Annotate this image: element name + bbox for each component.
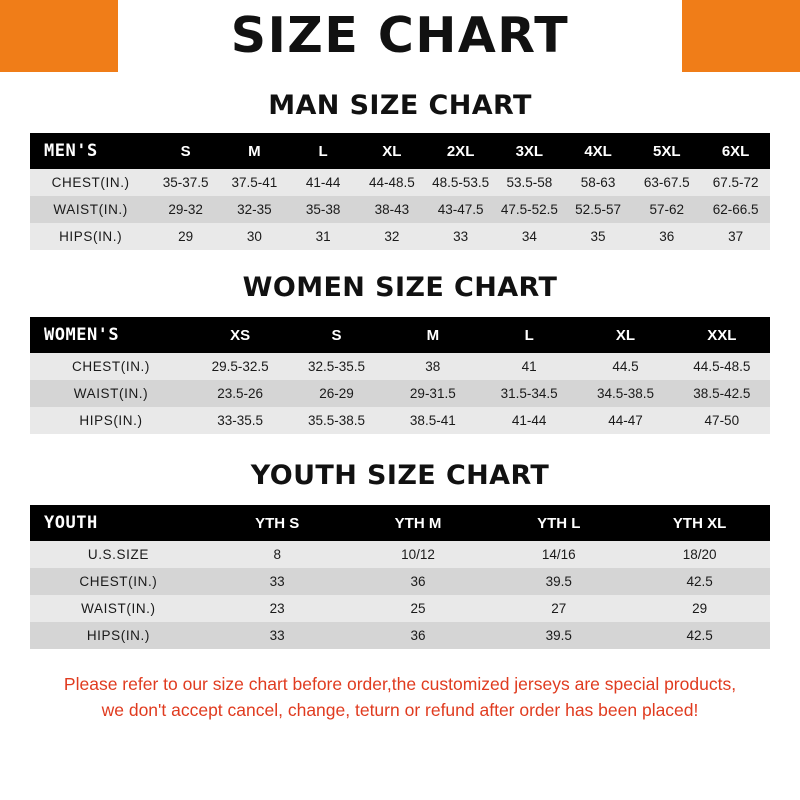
man-row-0-cell-6: 58-63 (580, 175, 616, 190)
youth-row-1-label: CHEST(IN.) (79, 574, 158, 589)
women-row-2-cell-2: 38.5-41 (409, 413, 456, 428)
women-row-0-cell-5: 44.5-48.5 (693, 359, 751, 374)
youth-table-body (30, 541, 770, 649)
table-header-row (30, 317, 770, 353)
man-row-1-cell-4: 43-47.5 (437, 202, 484, 217)
man-header-cell-5: 2XL (446, 142, 475, 160)
women-header-cell-5: XL (615, 326, 636, 344)
youth-row-1-cell-3: 42.5 (686, 574, 713, 589)
man-section-title: MAN SIZE CHART (268, 90, 532, 121)
table-row (30, 169, 770, 196)
youth-row-1-cell-2: 39.5 (545, 574, 572, 589)
banner-right-block (682, 0, 800, 72)
youth-row-2-cell-3: 29 (692, 601, 708, 616)
women-table-wrap (30, 317, 770, 434)
women-row-2-label: HIPS(IN.) (79, 413, 143, 428)
man-row-0-cell-3: 44-48.5 (368, 175, 415, 190)
man-table-wrap (30, 133, 770, 250)
youth-header-cell-2: YTH M (394, 514, 442, 532)
women-header-cell-6: XXL (707, 326, 737, 344)
women-row-0-cell-4: 44.5 (612, 359, 639, 374)
women-size-table (30, 317, 770, 434)
women-table-body (30, 353, 770, 434)
man-header-cell-8: 5XL (653, 142, 681, 160)
man-row-2-cell-4: 33 (453, 229, 469, 244)
youth-row-0-cell-1: 10/12 (401, 547, 435, 562)
youth-row-3-cell-3: 42.5 (686, 628, 713, 643)
man-header-cell-4: XL (382, 142, 402, 160)
table-row (30, 223, 770, 250)
man-row-0-cell-4: 48.5-53.5 (432, 175, 490, 190)
women-row-0-cell-3: 41 (521, 359, 537, 374)
man-row-1-cell-7: 57-62 (649, 202, 685, 217)
women-header-cell-4: L (524, 326, 534, 344)
youth-row-2-cell-2: 27 (551, 601, 567, 616)
women-header-cell-1: XS (230, 326, 251, 344)
man-row-1-cell-5: 47.5-52.5 (500, 202, 558, 217)
man-row-2-cell-2: 31 (315, 229, 331, 244)
women-row-1-cell-1: 26-29 (319, 386, 354, 401)
table-row (30, 622, 770, 649)
table-row (30, 541, 770, 568)
women-row-0-cell-0: 29.5-32.5 (211, 359, 269, 374)
youth-row-0-cell-0: 8 (273, 547, 281, 562)
youth-row-1-cell-1: 36 (410, 574, 426, 589)
man-header-cell-2: M (248, 142, 261, 160)
note-line-2: we don't accept cancel, change, teturn or refund after order has been placed! (101, 700, 699, 720)
man-header-cell-6: 3XL (515, 142, 544, 160)
man-header-cell-9: 6XL (721, 142, 750, 160)
man-row-2-cell-5: 34 (521, 229, 537, 244)
youth-row-2-label: WAIST(IN.) (81, 601, 156, 616)
women-header-cell-0: WOMEN'S (44, 325, 120, 345)
table-row (30, 568, 770, 595)
women-row-1-cell-3: 31.5-34.5 (500, 386, 558, 401)
youth-section-title: YOUTH SIZE CHART (250, 460, 550, 491)
women-row-2-cell-4: 44-47 (608, 413, 643, 428)
man-row-1-label: WAIST(IN.) (53, 202, 128, 217)
table-row (30, 380, 770, 407)
header-banner (0, 0, 800, 72)
man-header-cell-3: L (318, 142, 328, 160)
youth-row-0-label: U.S.SIZE (87, 547, 149, 562)
women-row-0-label: CHEST(IN.) (72, 359, 150, 374)
youth-row-0-cell-3: 18/20 (682, 547, 717, 562)
man-table-body (30, 169, 770, 250)
man-row-0-cell-1: 37.5-41 (231, 175, 278, 190)
youth-header-cell-4: YTH XL (672, 514, 727, 532)
women-header-cell-3: M (426, 326, 440, 344)
women-row-1-cell-5: 38.5-42.5 (693, 386, 751, 401)
man-table-head (30, 133, 770, 169)
youth-row-2-cell-0: 23 (269, 601, 285, 616)
youth-table-wrap (30, 505, 770, 649)
man-row-0-cell-7: 63-67.5 (643, 175, 690, 190)
table-header-row (30, 133, 770, 169)
youth-row-3-cell-0: 33 (269, 628, 285, 643)
man-row-2-cell-7: 36 (659, 229, 675, 244)
man-header-cell-0: MEN'S (44, 141, 98, 161)
man-row-2-label: HIPS(IN.) (59, 229, 123, 244)
women-table-head (30, 317, 770, 353)
man-row-2-cell-8: 37 (728, 229, 744, 244)
man-header-cell-7: 4XL (584, 142, 612, 160)
youth-row-2-cell-1: 25 (410, 601, 426, 616)
women-row-1-cell-2: 29-31.5 (409, 386, 456, 401)
table-row (30, 353, 770, 380)
youth-header-cell-1: YTH S (255, 514, 300, 532)
man-row-0-cell-2: 41-44 (305, 175, 341, 190)
table-header-row (30, 505, 770, 541)
man-row-1-cell-2: 35-38 (305, 202, 341, 217)
man-row-0-cell-5: 53.5-58 (506, 175, 553, 190)
women-row-2-cell-0: 33-35.5 (217, 413, 264, 428)
man-row-2-cell-6: 35 (590, 229, 606, 244)
women-row-1-cell-0: 23.5-26 (217, 386, 264, 401)
women-row-1-label: WAIST(IN.) (73, 386, 149, 401)
youth-size-table (30, 505, 770, 649)
man-row-0-label: CHEST(IN.) (51, 175, 130, 190)
table-row (30, 196, 770, 223)
women-row-2-cell-1: 35.5-38.5 (307, 413, 366, 428)
man-row-1-cell-1: 32-35 (237, 202, 272, 217)
youth-header-cell-0: YOUTH (44, 513, 98, 533)
table-row (30, 595, 770, 622)
man-row-2-cell-0: 29 (178, 229, 194, 244)
youth-row-3-cell-2: 39.5 (545, 628, 572, 643)
youth-row-3-cell-1: 36 (410, 628, 426, 643)
youth-row-0-cell-2: 14/16 (541, 547, 576, 562)
women-section-title: WOMEN SIZE CHART (242, 272, 558, 303)
man-size-table (30, 133, 770, 250)
man-row-1-cell-8: 62-66.5 (712, 202, 759, 217)
youth-row-1-cell-0: 33 (269, 574, 285, 589)
youth-row-3-label: HIPS(IN.) (86, 628, 150, 643)
man-row-0-cell-8: 67.5-72 (712, 175, 759, 190)
man-row-1-cell-3: 38-43 (374, 202, 410, 217)
women-row-1-cell-4: 34.5-38.5 (596, 386, 654, 401)
man-row-1-cell-0: 29-32 (168, 202, 203, 217)
note-line-1: Please refer to our size chart before order,the customized jerseys are special products, (63, 674, 737, 694)
man-row-2-cell-1: 30 (246, 229, 262, 244)
man-row-0-cell-0: 35-37.5 (162, 175, 209, 190)
order-policy-note (24, 671, 776, 723)
youth-table-head (30, 505, 770, 541)
table-row (30, 407, 770, 434)
youth-header-cell-3: YTH L (537, 514, 581, 532)
man-row-1-cell-6: 52.5-57 (575, 202, 621, 217)
women-header-cell-2: S (331, 326, 342, 344)
man-header-cell-1: S (180, 142, 191, 160)
banner-left-block (0, 0, 118, 72)
women-row-0-cell-1: 32.5-35.5 (307, 359, 366, 374)
man-row-2-cell-3: 32 (384, 229, 400, 244)
women-row-0-cell-2: 38 (425, 359, 441, 374)
women-row-2-cell-5: 47-50 (704, 413, 740, 428)
women-row-2-cell-3: 41-44 (511, 413, 547, 428)
page-title: SIZE CHART (230, 7, 570, 64)
